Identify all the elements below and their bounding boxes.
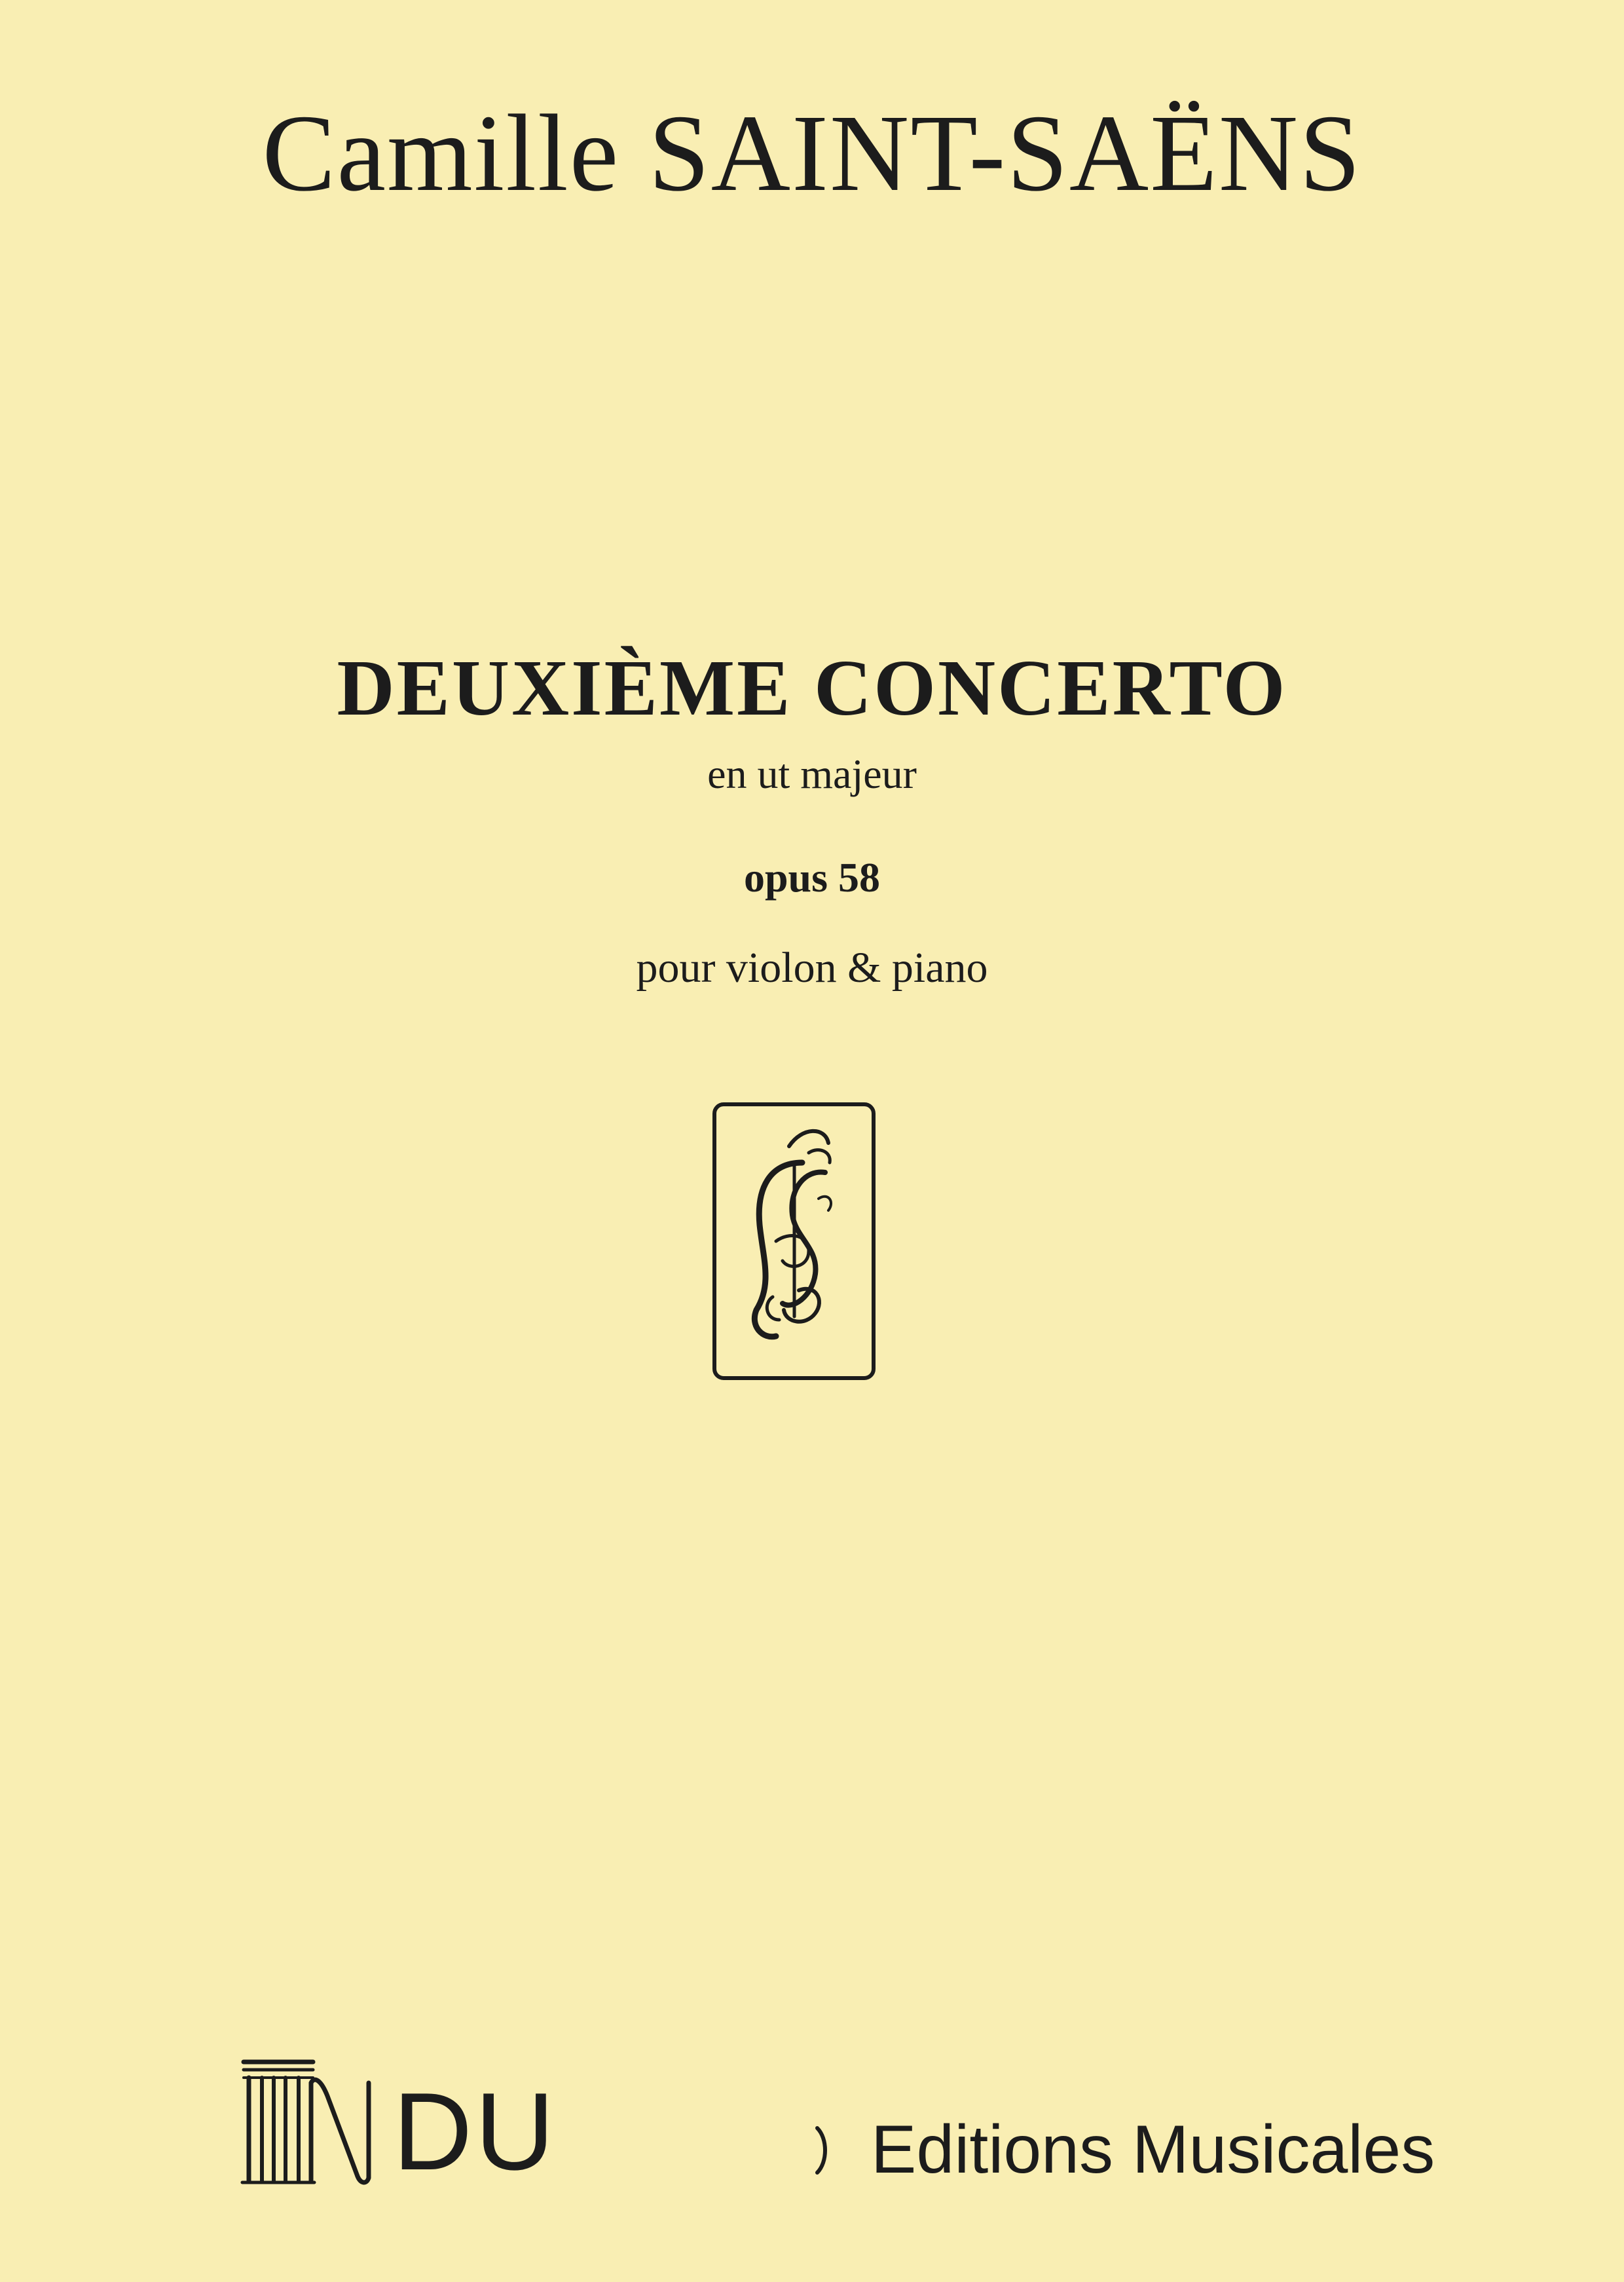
publisher-abbr: DU [393,2070,557,2193]
work-title: DEUXIÈME CONCERTO [337,644,1287,732]
opus-number: opus 58 [743,854,881,901]
bracket-mark-icon [813,2125,830,2175]
publisher-name: Editions Musicales [871,2112,1435,2188]
monogram-emblem-icon [710,1100,877,1382]
composer-name: Camille SAINT-SAËNS [262,92,1362,214]
columns-logo-icon [236,2057,386,2188]
instrumentation: pour violon & piano [636,944,988,992]
key-subtitle: en ut majeur [707,751,917,797]
